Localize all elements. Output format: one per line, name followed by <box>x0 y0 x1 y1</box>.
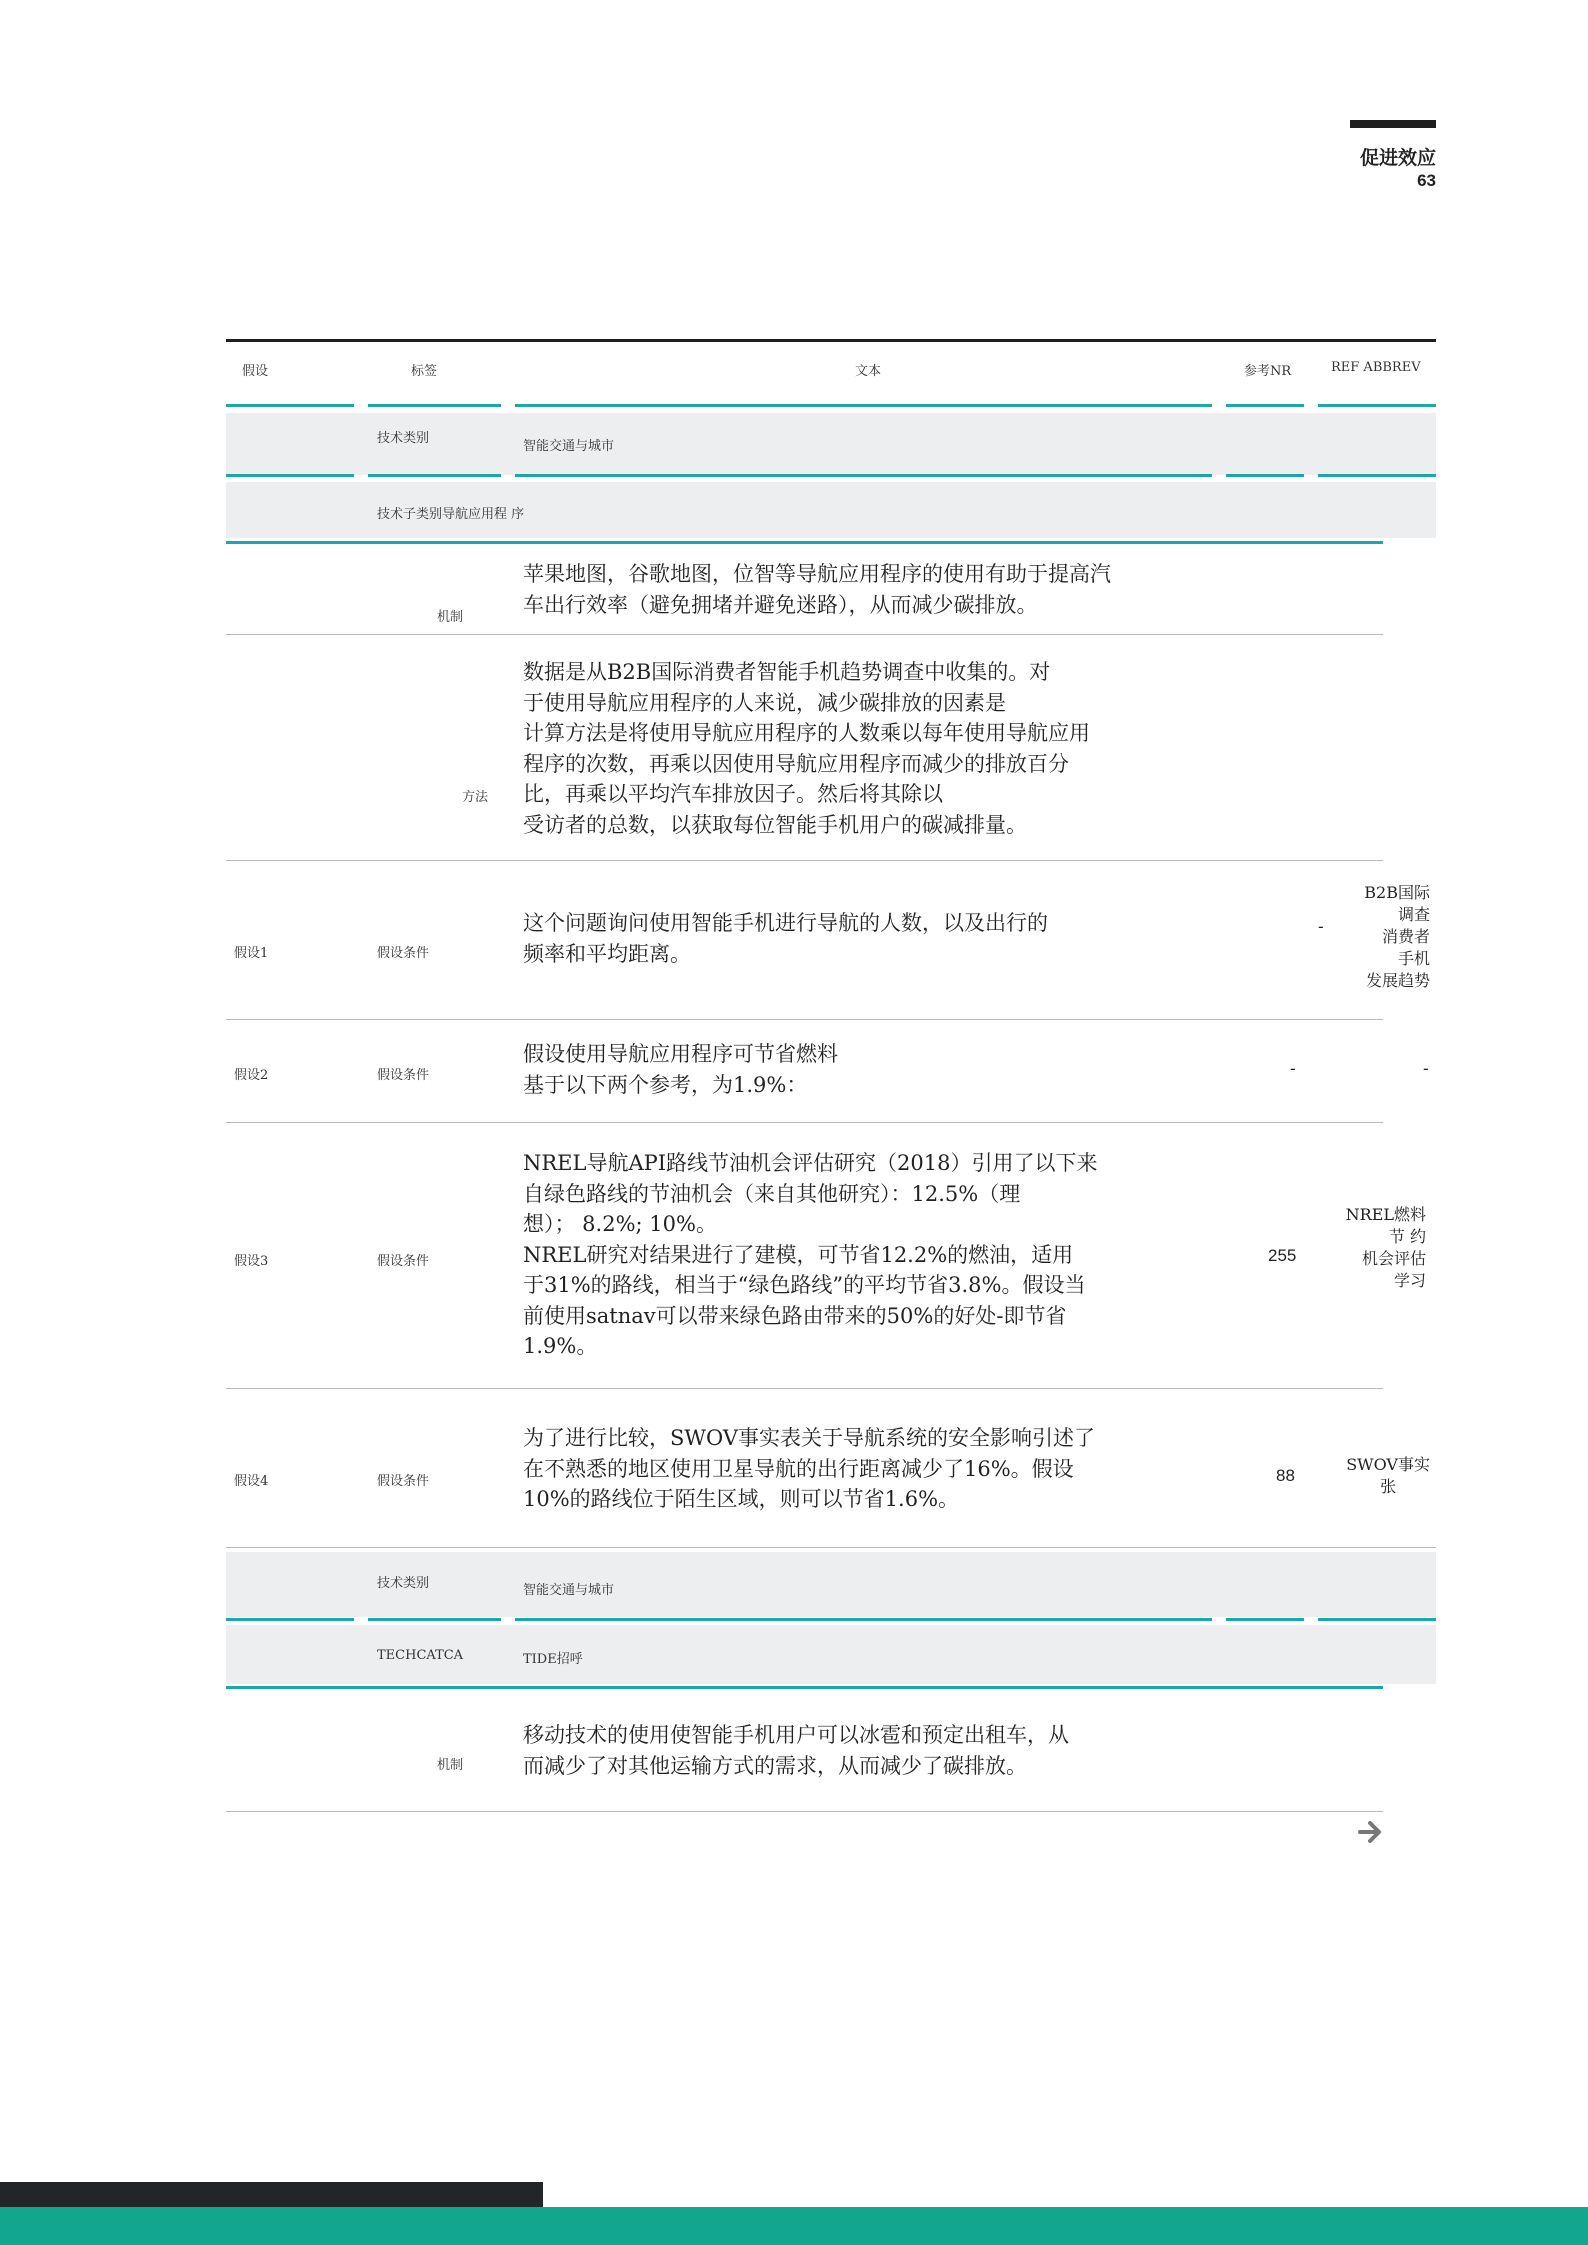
header-underline <box>1226 404 1304 407</box>
band-label: 技术类别 <box>377 431 430 446</box>
row-divider <box>226 1547 1436 1548</box>
band-underline <box>226 474 354 477</box>
row-ref-abbrev: SWOV事实 张 <box>1346 1455 1430 1496</box>
band-underline <box>1318 474 1436 477</box>
col-header-hypothesis: 假设 <box>242 364 269 379</box>
header-underline <box>1318 404 1436 407</box>
row-divider <box>226 1388 1383 1389</box>
row-text: NREL导航API路线节油机会评估研究（2018）引用了以下来 自绿色路线的节油机会（来自其他研究）：12.5%（理 想）； 8.2%; 10%。 NREL研究对结果进行了建模，可节省12.2%的燃油，适用 于31%的路线，相当于“绿色路线”的平均节省3.8%。假设当 前使用satnav可以带来绿色路由带来的50%的好处-即节省 1.9%。 <box>523 1151 1098 1358</box>
row-label: 机制 <box>437 610 464 625</box>
band-underline <box>226 1618 354 1621</box>
row-text: 假设使用导航应用程序可节省燃料 基于以下两个参考，为1.9%： <box>523 1042 838 1097</box>
page-number: 63 <box>1417 171 1436 190</box>
row-hypothesis: 假设4 <box>234 1474 269 1489</box>
row-divider <box>226 1811 1383 1812</box>
row-divider <box>226 1122 1383 1123</box>
row-text: 移动技术的使用使智能手机用户可以冰雹和预定出租车，从 而减少了对其他运输方式的需求，从而减少了碳排放。 <box>523 1723 1069 1778</box>
row-ref-abbrev: - <box>1423 1059 1429 1078</box>
row-text: 为了进行比较，SWOV事实表关于导航系统的安全影响引述了 在不熟悉的地区使用卫星导航的出行距离减少了16%。假设 10%的路线位于陌生区域，则可以节省1.6%。 <box>523 1426 1095 1511</box>
row-divider <box>226 860 1383 861</box>
band-text: 智能交通与城市 <box>523 439 615 454</box>
header-underline <box>368 404 501 407</box>
footer-teal-bar <box>0 2207 1588 2245</box>
row-ref-nr: - <box>1318 917 1324 936</box>
footer-dark-bar <box>0 2182 543 2207</box>
band-underline <box>1318 1618 1436 1621</box>
header-underline <box>515 404 1212 407</box>
band-label: TECHCATCA <box>377 1648 464 1663</box>
col-header-text: 文本 <box>855 364 882 379</box>
band-underline <box>368 1618 501 1621</box>
band-label: 技术子类别导航应用程 序 <box>377 507 525 522</box>
band-underline <box>226 1686 1383 1689</box>
band-label: 技术类别 <box>377 1576 430 1591</box>
arrow-right-icon[interactable] <box>1356 1817 1386 1847</box>
band-text: 智能交通与城市 <box>523 1583 615 1598</box>
row-divider <box>226 634 1383 635</box>
band-underline <box>368 474 501 477</box>
row-label: 假设条件 <box>377 1474 430 1489</box>
band-underline <box>1226 1618 1304 1621</box>
row-ref-abbrev: B2B国际 调查 消费者 手机 发展趋势 <box>1364 883 1430 990</box>
band-underline <box>226 541 1383 544</box>
row-hypothesis: 假设1 <box>234 946 269 961</box>
row-ref-abbrev: NREL燃料 节 约 机会评估 学习 <box>1345 1205 1426 1290</box>
row-text: 数据是从B2B国际消费者智能手机趋势调查中收集的。对 于使用导航应用程序的人来说，减少碳排放的因素是 计算方法是将使用导航应用程序的人数乘以每年使用导航应用 程序的次数，再乘以因使用导航应用程序而减少的排放百分 比，再乘以平均汽车排放因子。然后将其除以 受访者的总数，以获取每位智能手机用户的碳减排量。 <box>523 660 1090 837</box>
col-header-ref-abbrev: REF ABBREV <box>1331 360 1421 375</box>
section-title: 促进效应 <box>1359 148 1436 169</box>
row-divider <box>226 1019 1383 1020</box>
band-text: TIDE招呼 <box>523 1652 583 1667</box>
row-ref-nr: 255 <box>1268 1246 1297 1265</box>
col-header-label: 标签 <box>411 364 438 379</box>
row-hypothesis: 假设3 <box>234 1254 269 1269</box>
band-underline <box>1226 474 1304 477</box>
row-label: 假设条件 <box>377 1068 430 1083</box>
col-header-ref-nr: 参考NR <box>1244 364 1292 379</box>
band-underline <box>515 1618 1212 1621</box>
row-label: 机制 <box>437 1758 464 1773</box>
row-ref-nr: 88 <box>1276 1466 1295 1485</box>
row-label: 假设条件 <box>377 1254 430 1269</box>
header-rule <box>1350 120 1436 128</box>
header-underline <box>226 404 354 407</box>
row-hypothesis: 假设2 <box>234 1068 269 1083</box>
row-ref-nr: - <box>1290 1059 1296 1078</box>
row-text: 苹果地图，谷歌地图，位智等导航应用程序的使用有助于提高汽 车出行效率（避免拥堵并避免迷路），从而减少碳排放。 <box>523 562 1111 617</box>
table-top-rule <box>226 339 1436 342</box>
row-text: 这个问题询问使用智能手机进行导航的人数，以及出行的 频率和平均距离。 <box>523 911 1048 966</box>
row-label: 方法 <box>462 790 489 805</box>
row-label: 假设条件 <box>377 946 430 961</box>
band-underline <box>515 474 1212 477</box>
